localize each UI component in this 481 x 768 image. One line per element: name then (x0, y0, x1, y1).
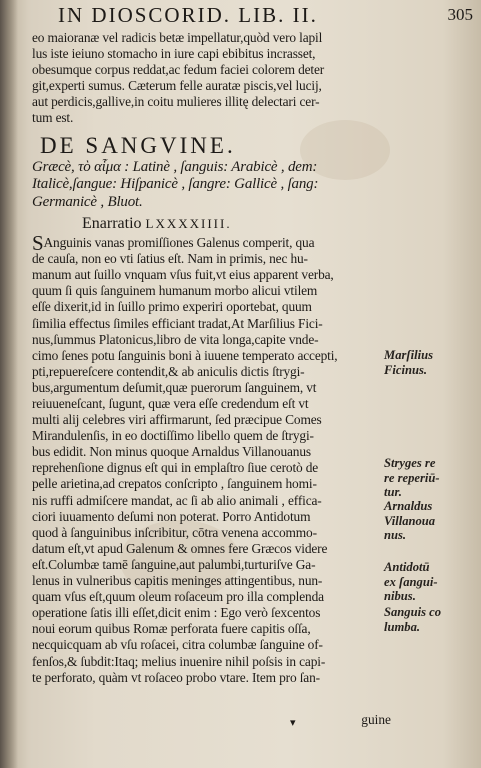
marginal-note-line: lumba. (384, 619, 421, 634)
body-paragraph (32, 251, 382, 686)
text-line: eo maioranæ vel radicis betæ impellatur,quòd vero lapil (32, 30, 323, 45)
text-line: fenſos,& ſubdit:Itaq; melius inuenire nihil poſsis in capi- (32, 653, 326, 669)
text-line: ciori iuuamento deſumi non poterat. Porro Antidotum (32, 508, 311, 524)
text-line: lus iste ieiuno stomacho in iure capi ebibitus incrasset, (32, 46, 316, 62)
enarratio-label: Enarratio (82, 215, 142, 233)
marginal-note-line: Sanguis co (384, 605, 442, 619)
text-line: necquicquam ab vſu roſacei, citra columbæ ſanguine of- (32, 637, 323, 653)
text-line: Mirandulenſis, in eo doctiſſimo libello quem de ſtrygi- (32, 428, 314, 444)
marginal-note-line: ex ſangui- (384, 574, 438, 589)
text-line: bus edidit. Non minus quoque Arnaldus Villanouanus (32, 444, 311, 460)
text-line: reprehenſione dignus eſt qui in emplaſtro ſiue cerotò de (32, 460, 319, 476)
running-header (58, 3, 473, 25)
binding-gutter (0, 0, 18, 768)
text-line: eſſe dixerit,id in ſuillo primo experiri oportebat, quum (32, 299, 312, 315)
text-line: de cauſa, non eo vti ſatius eſt. Nam in primis, nec hu- (32, 251, 308, 267)
text-line: Germanicè , Bluot. (32, 193, 143, 210)
text-line: manum aut ſuillo vnquam vſus fuit,vt eius apparent verba, (32, 267, 334, 283)
marginal-note-line: Stryges re (384, 456, 436, 470)
text-line: te perforato, quàm vt roſaceo probo vtare. Item pro ſan- (32, 669, 320, 685)
page-number: 305 (447, 5, 473, 24)
marginal-note-line: Marſilius (384, 348, 433, 362)
synonym-block (32, 159, 382, 212)
marginal-note (384, 560, 438, 604)
signature-mark: ▾ (290, 717, 296, 729)
text-line: pelle arietina,ad crepatos conſcripto , ſanguinem homi- (32, 476, 317, 492)
marginal-note (384, 348, 433, 377)
enarratio-heading (32, 213, 382, 235)
text-line: Italicè,ſangue: Hiſpanicè , ſangre: Gallicè , ſang: (32, 176, 319, 193)
text-line: Græcè, τὸ αἷμα : Latinè , ſanguis: Arabicè , dem: (32, 158, 318, 175)
marginal-note (384, 499, 435, 543)
text-line: bus,argumentum deſumit,quæ puerorum ſanguinem, vt (32, 379, 317, 395)
drop-initial: S (32, 235, 44, 252)
marginal-note-line: re reperiū- (384, 470, 440, 485)
marginal-note-line: Arnaldus (384, 499, 433, 513)
text-line: pti,repuereſcere contendit,& ab aniculis dictis ſtrygi- (32, 363, 305, 379)
text-line: quam vſus eſt,quum oleum roſaceum pro illa complenda (32, 589, 324, 605)
marginal-note-line: nus. (384, 528, 407, 542)
text-line: eſt.Columbæ tamē ſanguine,aut palumbi,turturiſve Ga- (32, 556, 316, 572)
marginal-note-line: nibus. (384, 589, 416, 603)
text-line: operatione ſatis illi eſſet,dicit enim : Ego verò ſexcentos (32, 605, 321, 621)
text-line: reiuueneſcant, ſugunt, quæ vera eſſe credendum eſt vt (32, 396, 309, 411)
intro-paragraph (32, 30, 382, 127)
marginal-note (384, 456, 440, 500)
running-title: IN DIOSCORID. LIB. II. (58, 3, 318, 27)
text-line: git,experti sumus. Cæterum felle auratæ piscis,vel lucij, (32, 78, 322, 94)
text-line: cimo ſenes potu ſanguinis boni à iuuene temperato accepti, (32, 347, 338, 363)
text-line: multi alij celebres viri affirmarunt, ſed præcipue Comes (32, 412, 322, 428)
text-line: obesumque corpus reddat,ac fedum faciei colorem deter (32, 62, 325, 78)
first-line-text: Anguinis vanas promiſſiones Galenus comperit, qua (43, 235, 315, 251)
marginal-note-line: Villanoua (384, 513, 436, 528)
catchword: guine (361, 712, 391, 727)
text-line: nis ruffi admiſcere mandat, ac ſi ab alio animali , effica- (32, 492, 322, 508)
text-line: datum eſt,vt apud Galenum & omnes fere Græcos videre (32, 540, 328, 556)
text-line: quum ſi quis ſanguinem humanum morbo alicui vtilem (32, 283, 318, 299)
marginal-note (384, 605, 441, 634)
enarratio-number: LXXXXIIII. (145, 216, 232, 232)
text-line: nus,ſummus Platonicus,libro de vita longa,capite vnde- (32, 331, 319, 347)
text-line: tum est. (32, 110, 74, 126)
section-heading: DE SANGVINE. (40, 132, 236, 158)
main-text-column (32, 30, 382, 686)
text-line: quod à ſanguinibus inſcribitur, cōtra venena accommo- (32, 524, 317, 540)
marginal-note-line: Antidotū (384, 560, 430, 574)
marginal-note-line: tur. (384, 485, 402, 499)
first-body-line (32, 235, 382, 251)
text-line: aut perdicis,gallive,in coitu mulieres illitę delectari cer- (32, 94, 320, 110)
text-line: ſimilia effectus ſimiles efficiant tradat,At Marſilius Fici- (32, 315, 323, 331)
text-line: noui eorum quibus Romæ perforata fuere capitis oſſa, (32, 621, 311, 637)
text-line: lenus in vulneribus capitis meninges attingentibus, nun- (32, 573, 323, 589)
marginal-note-line: Ficinus. (384, 362, 428, 377)
